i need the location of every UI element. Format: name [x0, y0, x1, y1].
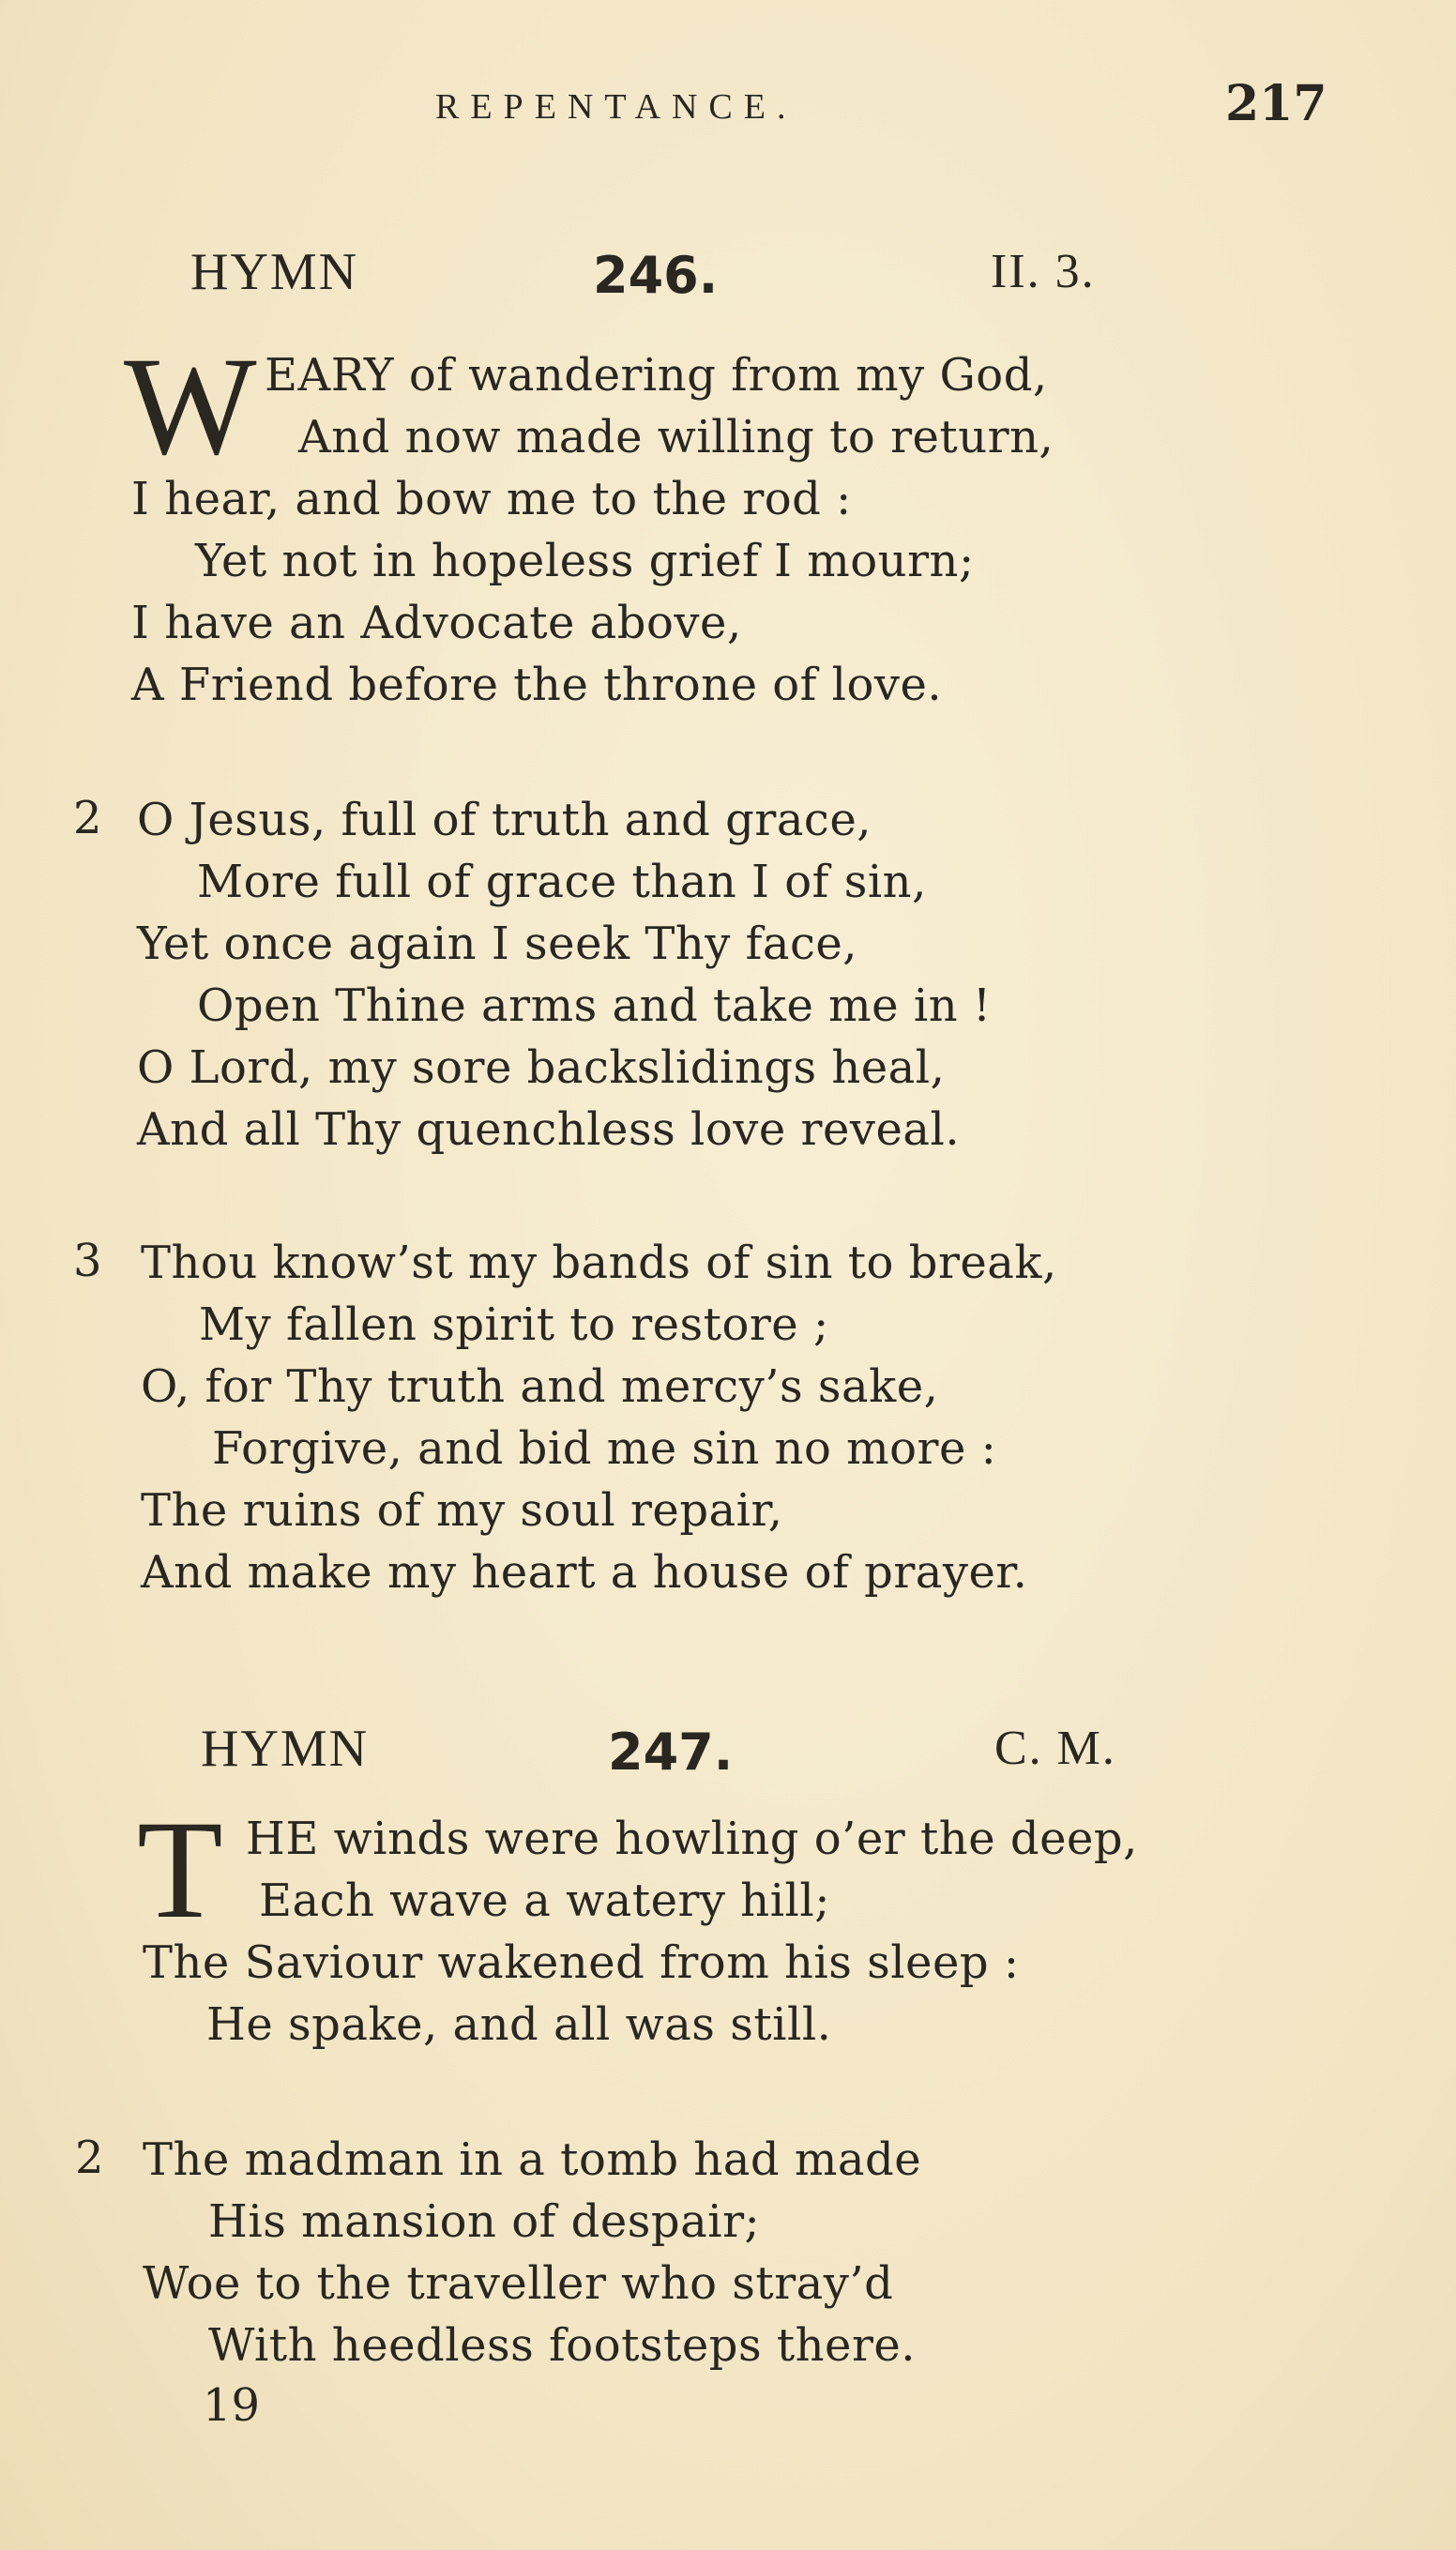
hymn-246-s1-line-4: Yet not in hopeless grief I mourn;: [195, 535, 975, 587]
hymn-247-s1-line-3: The Saviour wakened from his sleep :: [143, 1936, 1020, 1989]
hymn-246-number: 246.: [593, 246, 719, 305]
hymn-246-s2-line-5: O Lord, my sore backslidings heal,: [137, 1041, 946, 1094]
hymn-246-drop-cap: W: [124, 328, 257, 484]
hymn-246-s3-line-3: O, for Thy truth and mercy’s sake,: [141, 1360, 939, 1413]
running-title: REPENTANCE.: [435, 87, 797, 127]
hymn-246-s1-line-5: I have an Advocate above,: [131, 597, 742, 649]
hymn-246-s3-line-5: The ruins of my soul repair,: [141, 1484, 783, 1537]
hymn-246-s3-line-1: Thou know’st my bands of sin to break,: [141, 1237, 1057, 1289]
hymn-246-stanza-3-number: 3: [73, 1235, 102, 1287]
page-number: 217: [1225, 75, 1327, 132]
hymn-247-s1-line-2: Each wave a watery hill;: [259, 1875, 830, 1927]
hymn-246-s2-line-1: O Jesus, full of truth and grace,: [137, 794, 872, 846]
hymn-246-s2-line-2: More full of grace than I of sin,: [197, 856, 927, 908]
hymn-246-s1-line-3: I hear, and bow me to the rod :: [131, 473, 852, 525]
hymn-247-stanza-2-number: 2: [75, 2132, 104, 2184]
hymn-246-s2-line-4: Open Thine arms and take me in !: [197, 979, 992, 1032]
hymn-246-s3-line-4: Forgive, and bid me sin no more :: [212, 1422, 997, 1475]
hymn-247-drop-cap: T: [137, 1792, 223, 1948]
hymn-247-meter: C. M.: [994, 1722, 1116, 1775]
hymn-247-first-line: HE winds were howling o’er the deep,: [246, 1813, 1138, 1865]
hymn-246-s2-line-6: And all Thy quenchless love reveal.: [137, 1103, 961, 1156]
hymn-246-s2-line-3: Yet once again I seek Thy face,: [137, 918, 858, 970]
hymn-246-label: HYMN: [190, 243, 359, 301]
hymn-246-stanza-2-number: 2: [73, 792, 102, 844]
hymn-246-s1-line-2: And now made willing to return,: [298, 411, 1054, 463]
hymn-246-first-line: EARY of wandering from my God,: [265, 349, 1048, 402]
hymn-247-s2-line-4: With heedless footsteps there.: [208, 2319, 917, 2372]
hymn-247-s2-line-1: The madman in a tomb had made: [143, 2133, 922, 2186]
hymn-247-s1-line-4: He spake, and all was still.: [206, 1998, 832, 2051]
hymn-247-s2-line-3: Woe to the traveller who stray’d: [143, 2257, 894, 2310]
hymn-247-number: 247.: [608, 1723, 734, 1782]
hymn-246-s1-line-6: A Friend before the throne of love.: [131, 659, 943, 711]
hymn-246-s3-line-6: And make my heart a house of prayer.: [141, 1546, 1028, 1599]
hymn-246-meter: II. 3.: [991, 245, 1096, 298]
hymn-247-s2-line-2: His mansion of despair;: [208, 2195, 761, 2248]
hymn-247-label: HYMN: [201, 1720, 370, 1778]
signature-mark: 19: [203, 2379, 261, 2432]
hymn-246-s3-line-2: My fallen spirit to restore ;: [199, 1298, 829, 1351]
